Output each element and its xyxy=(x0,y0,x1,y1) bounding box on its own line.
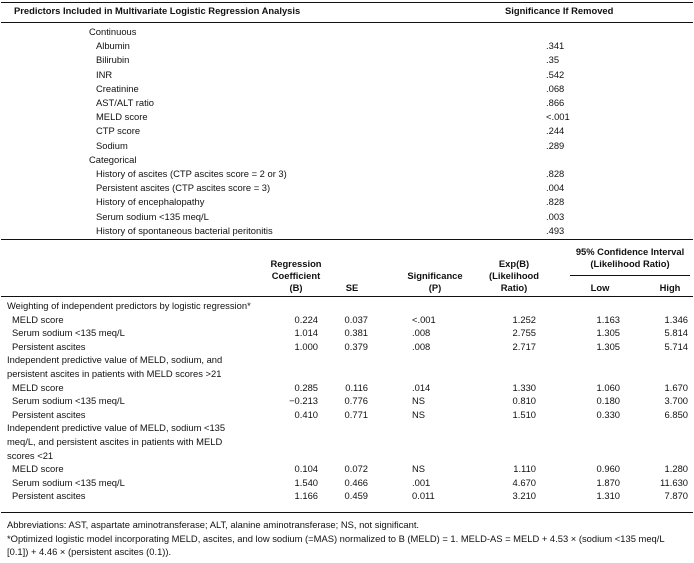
predictor-row xyxy=(0,40,694,54)
predictor-label: History of encephalopathy xyxy=(96,196,205,208)
sig-header-line2: (P) xyxy=(428,282,442,294)
section-title: scores <21 xyxy=(7,449,54,461)
coefficient-value: 1.014 xyxy=(294,327,318,339)
p-value: NS xyxy=(412,463,426,475)
ci-high-value: 11.630 xyxy=(660,476,688,488)
predictor-row xyxy=(0,168,694,182)
predictor-label: Persistent ascites (CTP ascites score = 3) xyxy=(96,182,271,194)
ci-low-value: 1.870 xyxy=(596,476,620,488)
variable-label: MELD score xyxy=(12,313,64,325)
ci-low-value: 1.305 xyxy=(596,327,620,339)
significance-p-header xyxy=(398,270,472,294)
predictor-row xyxy=(0,125,694,139)
significance-value: .004 xyxy=(546,182,565,194)
predictor-label: History of ascites (CTP ascites score = 2 or 3) xyxy=(96,168,287,179)
bottom-rule xyxy=(1,512,693,513)
coef-header-line1: Regression xyxy=(270,258,322,269)
regression-row xyxy=(0,409,694,423)
exp-b-value: 3.210 xyxy=(512,490,536,502)
se-header: SE xyxy=(345,282,359,293)
predictor-label: CTP score xyxy=(96,125,141,137)
se-value: 0.116 xyxy=(345,381,368,393)
section-title: Independent predictive value of MELD, sodium <135 xyxy=(7,422,226,434)
bottom-header-rule xyxy=(1,296,693,297)
ci-high-value: 7.870 xyxy=(664,490,688,502)
variable-label: Persistent ascites xyxy=(12,408,86,420)
header-rule xyxy=(1,22,693,23)
high-header: High xyxy=(659,282,681,293)
se-value: 0.072 xyxy=(344,463,368,475)
predictor-row xyxy=(0,225,694,239)
section-title: Independent predictive value of MELD, sodium, and xyxy=(7,354,223,366)
coef-header-line2: Coefficient xyxy=(271,270,321,282)
predictor-row xyxy=(0,196,694,210)
regression-row xyxy=(0,314,694,328)
significance-value: .068 xyxy=(546,82,565,94)
ci-high-value: 1.670 xyxy=(664,381,688,393)
variable-label: Serum sodium <135 meq/L xyxy=(12,395,125,407)
ci-high-value: 5.714 xyxy=(664,340,688,352)
predictor-row xyxy=(0,111,694,125)
predictor-group-row xyxy=(0,26,694,40)
ci-high-value: 6.850 xyxy=(664,408,688,420)
predictor-label: Sodium xyxy=(96,139,128,151)
predictor-row xyxy=(0,182,694,196)
predictor-label: History of spontaneous bacterial peritonitis xyxy=(96,224,273,236)
predictor-group-row xyxy=(0,154,694,168)
predictor-label: Albumin xyxy=(96,40,130,52)
p-value: NS xyxy=(412,408,426,420)
significance-value: <.001 xyxy=(546,111,570,123)
sig-header-line1: Significance xyxy=(407,270,463,281)
p-value: .014 xyxy=(412,381,431,393)
coefficient-value: 0.104 xyxy=(294,463,318,475)
exp-b-value: 4.670 xyxy=(512,476,536,488)
predictor-group-label: Categorical xyxy=(89,153,137,165)
ci-low-value: 0.330 xyxy=(596,408,620,420)
section-title: meq/L, and persistent ascites in patients with MELD xyxy=(7,436,223,447)
se-value: 0.771 xyxy=(344,408,368,420)
ci-subheader-rule xyxy=(570,275,690,276)
predictor-label: AST/ALT ratio xyxy=(96,97,155,108)
coefficient-value: 1.166 xyxy=(294,490,318,502)
variable-label: Persistent ascites xyxy=(12,340,86,352)
ci-low-value: 0.180 xyxy=(596,395,620,407)
exp-b-value: 1.510 xyxy=(512,408,536,420)
significance-value: .003 xyxy=(546,210,565,222)
regression-row xyxy=(0,341,694,355)
coefficient-value: 0.410 xyxy=(294,408,318,420)
ci-low-value: 1.163 xyxy=(596,313,620,325)
p-value: .008 xyxy=(412,340,431,352)
ci-high-value: 3.700 xyxy=(664,395,688,407)
exp-b-value: 1.330 xyxy=(512,381,536,393)
coefficient-value: 1.000 xyxy=(294,340,318,352)
section-title-row xyxy=(0,368,694,382)
section-title-row xyxy=(0,450,694,464)
asterisk-note-line1: *Optimized logistic model incorporating MELD, ascites, and low sodium (=MAS) normalized to B (MELD) = 1. MELD-AS = MELD + 4.53 × (sodium <135 meq/L xyxy=(7,533,665,544)
significance-value: .828 xyxy=(546,168,565,179)
significance-value: .35 xyxy=(546,54,560,66)
exp-b-value: 2.717 xyxy=(512,340,536,352)
se-value: 0.459 xyxy=(344,490,368,502)
coefficient-value: 0.224 xyxy=(294,313,318,325)
se-value: 0.037 xyxy=(344,313,368,325)
predictor-label: Bilirubin xyxy=(96,54,130,66)
exp-header-line1: Exp(B) xyxy=(498,258,530,269)
exp-b-header xyxy=(480,258,548,295)
asterisk-note-line2: [0.1]) + 4.46 × (persistent ascites (0.1)). xyxy=(7,546,172,557)
exp-header-line3: Ratio) xyxy=(500,282,528,294)
regression-row xyxy=(0,395,694,409)
regression-row xyxy=(0,463,694,477)
predictor-label: Creatinine xyxy=(96,82,139,94)
ci-high-value: 1.346 xyxy=(664,313,688,325)
p-value: NS xyxy=(412,395,426,407)
regression-row xyxy=(0,490,694,504)
predictor-row xyxy=(0,140,694,154)
significance-value: .828 xyxy=(546,196,565,208)
abbreviations-note: Abbreviations: AST, aspartate aminotransferase; ALT, alanine aminotransferase; NS, not significant. xyxy=(7,519,420,530)
predictor-row xyxy=(0,54,694,68)
section-title-row xyxy=(0,422,694,436)
predictor-row xyxy=(0,97,694,111)
significance-value: .493 xyxy=(546,224,565,236)
section-title: persistent ascites in patients with MELD scores >21 xyxy=(7,368,222,379)
variable-label: MELD score xyxy=(12,381,64,393)
ci-header xyxy=(566,246,694,270)
p-value: .008 xyxy=(412,327,431,339)
low-header: Low xyxy=(590,282,610,293)
se-value: 0.466 xyxy=(344,476,368,488)
se-value: 0.381 xyxy=(344,327,368,339)
significance-value: .289 xyxy=(546,139,565,151)
exp-b-value: 0.810 xyxy=(512,395,536,407)
top-rule xyxy=(1,2,693,3)
significance-value: .244 xyxy=(546,125,565,137)
coef-header xyxy=(268,258,324,295)
predictor-row xyxy=(0,211,694,225)
coefficient-value: −0.213 xyxy=(289,395,318,407)
ci-low-value: 1.305 xyxy=(596,340,620,352)
predictor-row xyxy=(0,69,694,83)
variable-label: Persistent ascites xyxy=(12,490,86,502)
ci-low-value: 0.960 xyxy=(596,463,620,475)
ci-low-value: 1.310 xyxy=(596,490,620,502)
variable-label: MELD score xyxy=(12,463,64,475)
section-title-row xyxy=(0,300,694,314)
coefficient-value: 1.540 xyxy=(294,476,318,488)
ci-low-value: 1.060 xyxy=(596,381,620,393)
predictors-header: Predictors Included in Multivariate Logistic Regression Analysis xyxy=(14,5,301,16)
ci-header-line1: 95% Confidence Interval xyxy=(575,246,685,257)
variable-label: Serum sodium <135 meq/L xyxy=(12,476,125,488)
section-title-row xyxy=(0,436,694,450)
regression-row xyxy=(0,382,694,396)
variable-label: Serum sodium <135 meq/L xyxy=(12,327,125,339)
coef-header-line3: (B) xyxy=(289,282,303,294)
predictor-label: INR xyxy=(96,68,113,80)
regression-row xyxy=(0,477,694,491)
ci-high-value: 5.814 xyxy=(664,327,688,339)
significance-value: .341 xyxy=(546,40,565,52)
ci-header-line2: (Likelihood Ratio) xyxy=(590,258,670,270)
se-value: 0.776 xyxy=(344,395,368,407)
significance-value: .866 xyxy=(546,97,565,108)
significance-value: .542 xyxy=(546,68,565,80)
se-value: 0.379 xyxy=(344,340,368,352)
predictor-label: Serum sodium <135 meq/L xyxy=(96,210,209,222)
predictor-row xyxy=(0,83,694,97)
p-value: <.001 xyxy=(412,313,436,325)
exp-b-value: 1.252 xyxy=(512,313,536,325)
section-title: Weighting of independent predictors by logistic regression* xyxy=(7,300,251,311)
p-value: .001 xyxy=(412,476,431,488)
predictor-group-label: Continuous xyxy=(89,26,137,37)
section-title-row xyxy=(0,354,694,368)
exp-b-value: 2.755 xyxy=(512,327,536,339)
exp-header-line2: (Likelihood xyxy=(489,270,539,282)
significance-header: Significance If Removed xyxy=(505,5,614,16)
table-divider-rule xyxy=(1,239,693,240)
ci-high-value: 1.280 xyxy=(664,463,688,475)
p-value: 0.011 xyxy=(412,490,435,502)
exp-b-value: 1.110 xyxy=(513,463,536,475)
regression-row xyxy=(0,327,694,341)
predictor-label: MELD score xyxy=(96,111,148,123)
coefficient-value: 0.285 xyxy=(294,381,318,393)
